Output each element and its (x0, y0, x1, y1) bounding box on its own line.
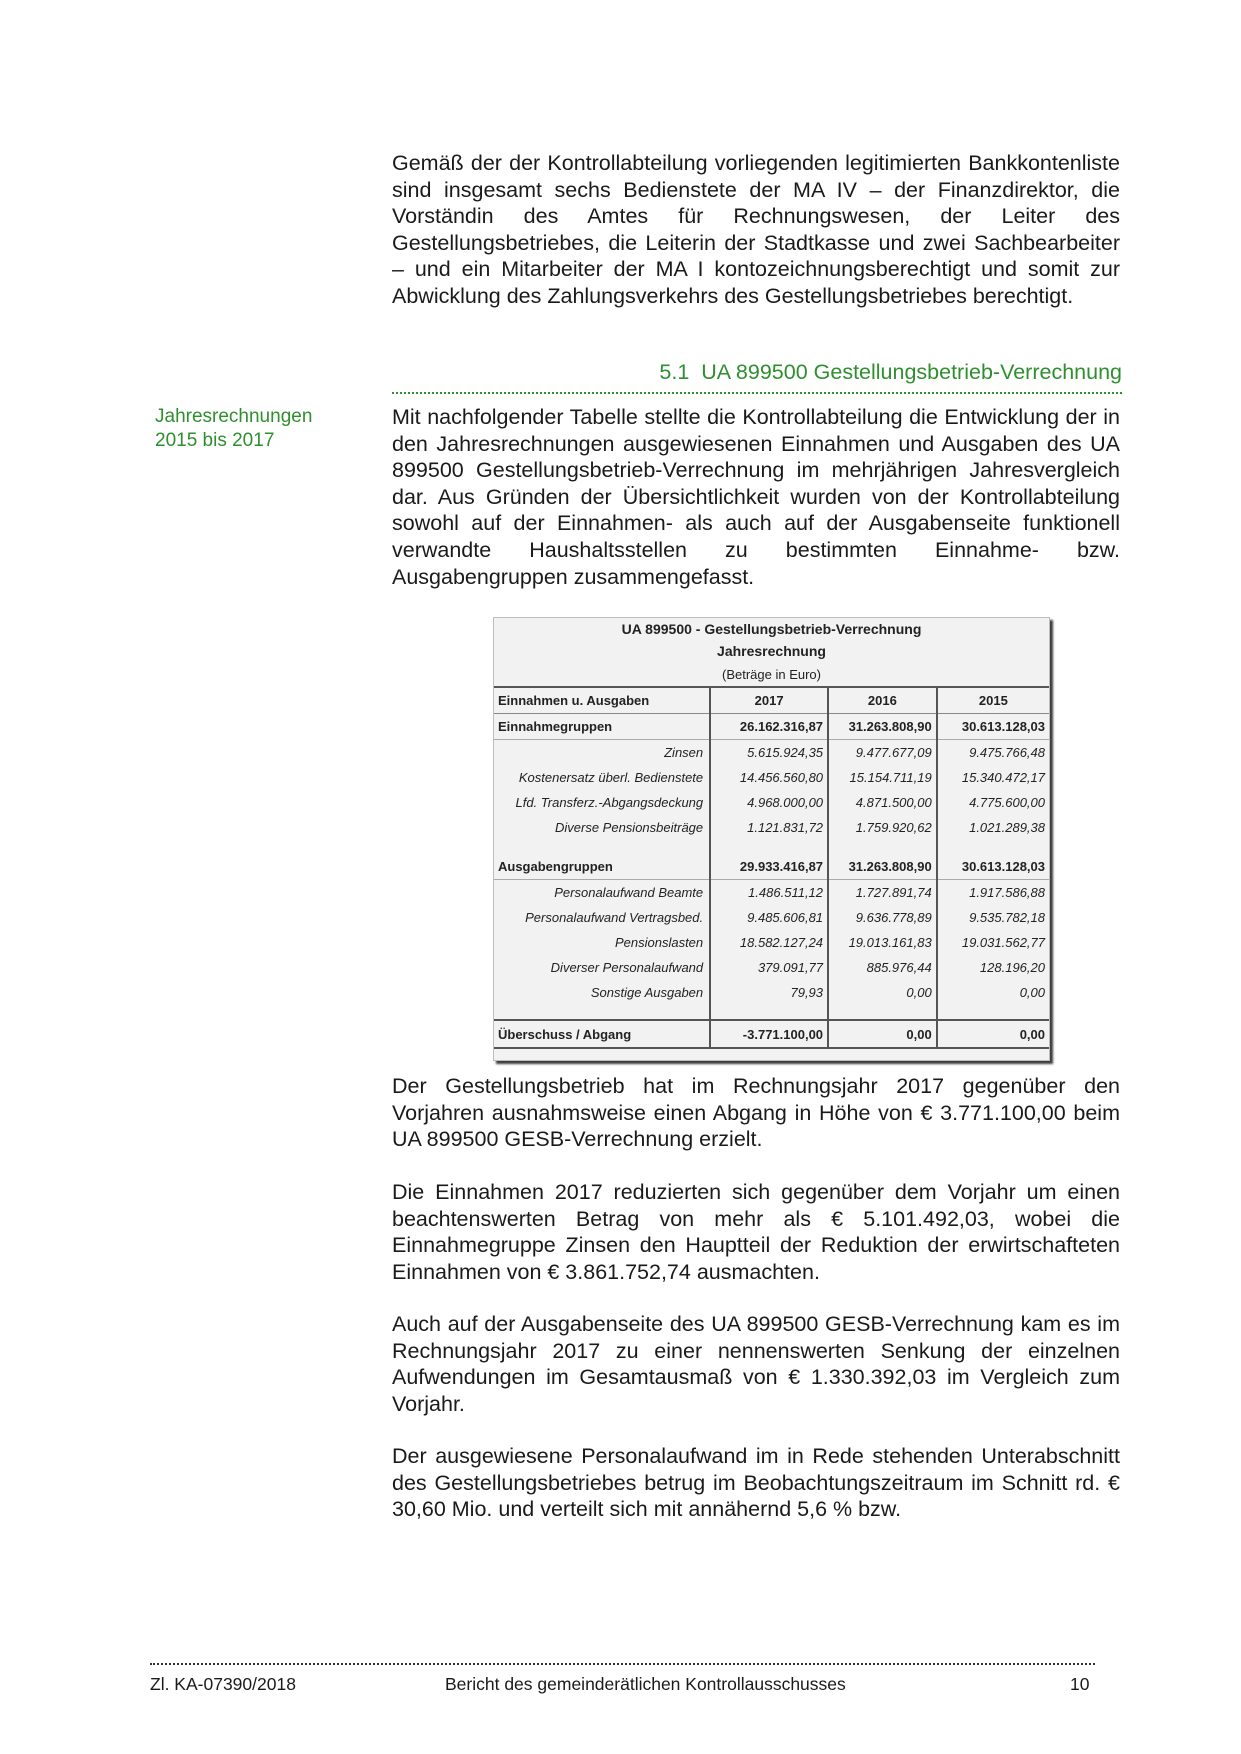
cell-value: 885.976,44 (828, 955, 937, 980)
cell-value: 19.031.562,77 (937, 930, 1049, 955)
footer-title: Bericht des gemeinderätlichen Kontrollausschusses (445, 1674, 846, 1694)
section-divider (392, 392, 1122, 394)
cell-value: 5.615.924,35 (710, 740, 828, 766)
cell-value: 1.917.586,88 (937, 880, 1049, 906)
cell-value: 26.162.316,87 (710, 714, 828, 740)
cell-value: 15.340.472,17 (937, 765, 1049, 790)
cell-value: 14.456.560,80 (710, 765, 828, 790)
table-row (494, 815, 1049, 840)
paragraph-bank-signatories: Gemäß der der Kontrollabteilung vorliegenden legitimierten Bankkontenliste sind insgesamt sechs Bedienstete der MA IV – der Finanzdirektor, die Vorständin des Amtes für Rechnungswesen, der Leiter des Gestellungsbetriebes, die Leiterin der Stadtkasse und zwei Sachbearbeiter – und ein Mitarbeiter der MA I kontozeichnungsberechtigt und somit zur Abwicklung des Zahlungsverkehrs des Gestellungsbetriebes berechtigt. (392, 151, 1120, 308)
table-row-income-group (494, 714, 1049, 740)
table-row (494, 980, 1049, 1005)
header-year-2015: 2015 (937, 687, 1049, 714)
cell-value: 1.727.891,74 (828, 880, 937, 906)
row-label: Einnahmegruppen (494, 714, 710, 740)
cell-value: 9.485.606,81 (710, 905, 828, 930)
paragraph-table-intro: Mit nachfolgender Tabelle stellte die Kontrollabteilung die Entwicklung der in den Jahresrechnungen ausgewiesenen Einnahmen und Ausgaben des UA 899500 Gestellungsbetrieb-Verrechnung im mehrjährigen Jahresvergleich dar. Aus Gründen der Übersichtlichkeit wurden von der Kontrollabteilung sowohl auf der Einnahmen- als auch auf der Ausgabenseite funktionell verwandte Haushaltsstellen zu bestimmten Einnahme- bzw. Ausgabengruppen zusammengefasst. (392, 405, 1120, 589)
cell-value: 1.486.511,12 (710, 880, 828, 906)
paragraph-income-reduction: Die Einnahmen 2017 reduzierten sich gegenüber dem Vorjahr um einen beachtenswerten Betrag von mehr als € 5.101.492,03, wobei die Einnahmegruppe Zinsen den Hauptteil der Reduktion der erwirtschafteten Einnahmen von € 3.861.752,74 ausmachten. (392, 1180, 1120, 1284)
table-row (494, 790, 1049, 815)
table-row-total (494, 1020, 1049, 1048)
cell-value: -3.771.100,00 (710, 1020, 828, 1048)
cell-value: 9.477.677,09 (828, 740, 937, 766)
cell-value: 19.013.161,83 (828, 930, 937, 955)
table-title: UA 899500 - Gestellungsbetrieb-Verrechnung (621, 621, 922, 637)
row-label: Personalaufwand Beamte (554, 885, 704, 900)
cell-value: 31.263.808,90 (828, 854, 937, 880)
cell-value: 30.613.128,03 (937, 714, 1049, 740)
section-heading (392, 360, 1122, 388)
table-header-row (494, 687, 1049, 714)
cell-value: 29.933.416,87 (710, 854, 828, 880)
cell-value: 4.968.000,00 (710, 790, 828, 815)
cell-value: 128.196,20 (937, 955, 1049, 980)
margin-note (155, 405, 355, 452)
cell-value: 30.613.128,03 (937, 854, 1049, 880)
row-label: Diverser Personalaufwand (550, 960, 704, 975)
row-label: Personalaufwand Vertragsbed. (525, 910, 704, 925)
cell-value: 1.759.920,62 (828, 815, 937, 840)
table-row (494, 905, 1049, 930)
cell-value: 15.154.711,19 (828, 765, 937, 790)
cell-value: 4.775.600,00 (937, 790, 1049, 815)
row-label: Zinsen (664, 745, 704, 760)
header-year-2016: 2016 (828, 687, 937, 714)
row-label: Kostenersatz überl. Bedienstete (518, 770, 704, 785)
row-label: Überschuss / Abgang (494, 1020, 710, 1048)
cell-value: 0,00 (937, 1020, 1049, 1048)
cell-value: 0,00 (937, 980, 1049, 1005)
cell-value: 79,93 (710, 980, 828, 1005)
footer-divider (150, 1663, 1095, 1665)
cell-value: 0,00 (828, 980, 937, 1005)
header-year-2017: 2017 (710, 687, 828, 714)
cell-value: 9.636.778,89 (828, 905, 937, 930)
cell-value: 18.582.127,24 (710, 930, 828, 955)
cell-value: 0,00 (828, 1020, 937, 1048)
table-unit: (Beträge in Euro) (722, 666, 821, 682)
cell-value: 31.263.808,90 (828, 714, 937, 740)
paragraph-deficit: Der Gestellungsbetrieb hat im Rechnungsjahr 2017 gegenüber den Vorjahren ausnahmsweise einen Abgang in Höhe von € 3.771.100,00 beim UA 899500 GESB-Verrechnung erzielt. (392, 1074, 1120, 1152)
paragraph-personnel-expense: Der ausgewiesene Personalaufwand im in Rede stehenden Unterabschnitt des Gestellungsbetriebes betrug im Beobachtungszeitraum im Schnitt rd. € 30,60 Mio. und verteilt sich mit annähernd 5,6 % bzw. (392, 1444, 1120, 1522)
table-row (494, 955, 1049, 980)
table-row (494, 740, 1049, 766)
row-label: Lfd. Transferz.-Abgangsdeckung (515, 795, 704, 810)
table-row (494, 880, 1049, 906)
cell-value: 1.021.289,38 (937, 815, 1049, 840)
paragraph-expense-reduction: Auch auf der Ausgabenseite des UA 899500 GESB-Verrechnung kam es im Rechnungsjahr 2017 zu einer nennenswerten Senkung der einzelnen Aufwendungen im Gesamtausmaß von € 1.330.392,03 im Vergleich zum Vorjahr. (392, 1312, 1120, 1416)
section-number: 5.1 (659, 360, 690, 384)
table-spacer-row (494, 840, 1049, 854)
cell-value: 9.535.782,18 (937, 905, 1049, 930)
footer-reference: Zl. KA-07390/2018 (150, 1674, 296, 1694)
cell-value: 4.871.500,00 (828, 790, 937, 815)
cell-value: 9.475.766,48 (937, 740, 1049, 766)
margin-note-line-2: 2015 bis 2017 (155, 429, 275, 451)
table-row-expense-group (494, 854, 1049, 880)
header-label: Einnahmen u. Ausgaben (494, 687, 710, 714)
margin-note-line-1: Jahresrechnungen (155, 406, 313, 427)
row-label: Pensionslasten (614, 935, 704, 950)
cell-value: 1.121.831,72 (710, 815, 828, 840)
table-subtitle: Jahresrechnung (717, 643, 826, 659)
section-title: UA 899500 Gestellungsbetrieb-Verrechnung (701, 360, 1122, 384)
cell-value: 379.091,77 (710, 955, 828, 980)
table-row (494, 930, 1049, 955)
row-label: Diverse Pensionsbeiträge (555, 820, 704, 835)
row-label: Sonstige Ausgaben (590, 985, 704, 1000)
annual-accounts-table-image (493, 617, 1050, 1061)
page-number: 10 (1070, 1674, 1090, 1694)
annual-accounts-table (494, 618, 1049, 1049)
table-row (494, 765, 1049, 790)
table-spacer-row (494, 1005, 1049, 1020)
row-label: Ausgabengruppen (494, 854, 710, 880)
